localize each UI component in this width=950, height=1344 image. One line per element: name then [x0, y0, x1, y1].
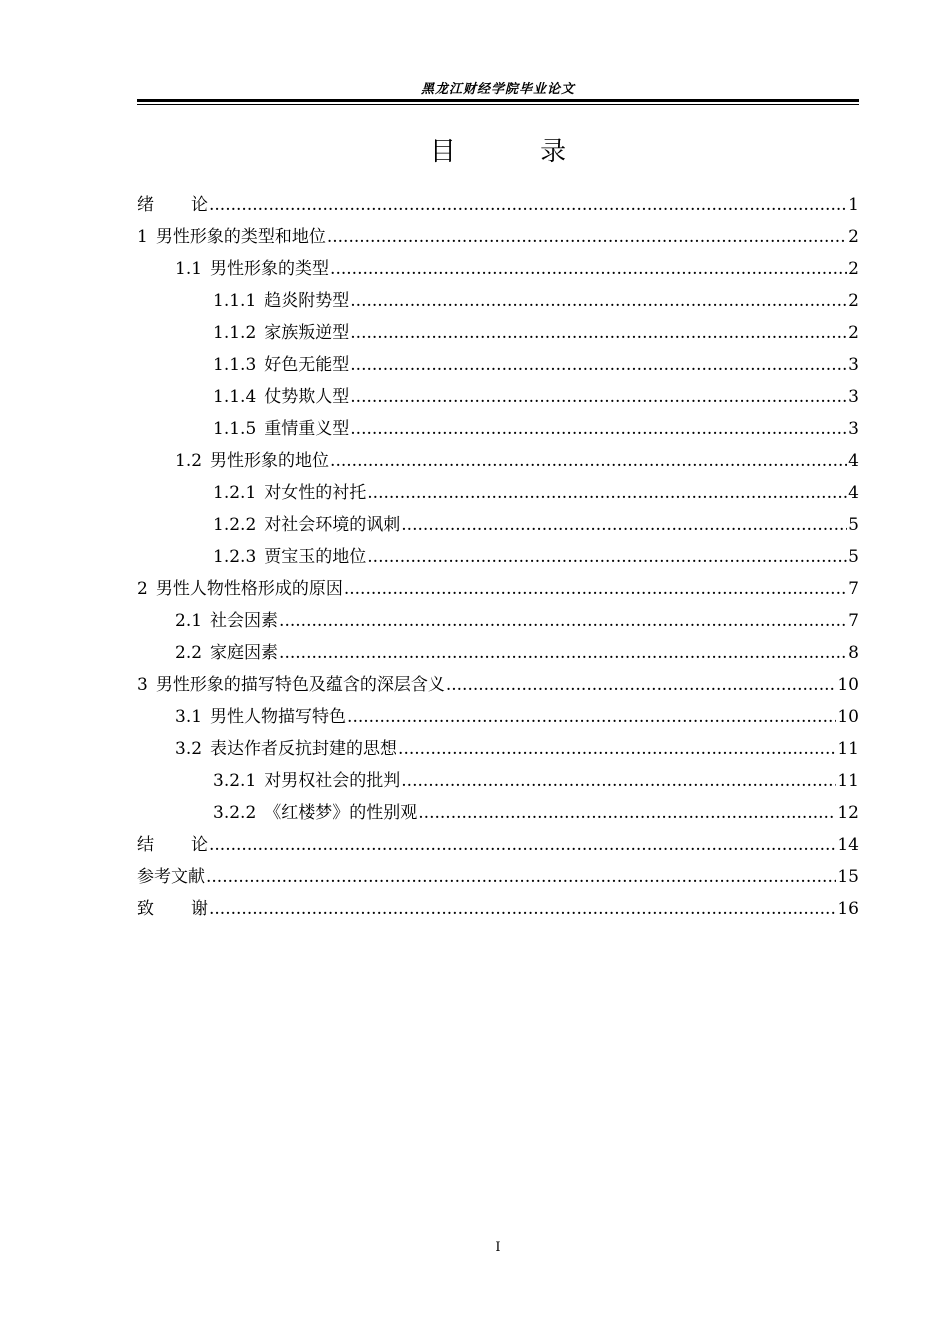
toc-entry[interactable]	[137, 221, 859, 253]
toc-entry-page: 3	[848, 387, 859, 407]
toc-entry-text: 重情重义型	[264, 419, 350, 439]
toc-entry-text: 致谢	[137, 899, 208, 919]
dot-leader	[350, 349, 847, 381]
toc-entry-number: 2	[137, 579, 148, 599]
toc-entry-text: 男性形象的地位	[210, 451, 330, 471]
header-rule-thick	[137, 99, 859, 102]
toc-entry-page: 7	[848, 611, 859, 631]
dot-leader	[330, 253, 847, 285]
toc-entry[interactable]	[137, 541, 859, 573]
toc-entry-label	[137, 893, 208, 925]
toc-title: 目 录	[429, 137, 605, 167]
toc-entry-text: 贾宝玉的地位	[264, 547, 367, 567]
toc-entry-text: 男性形象的类型和地位	[155, 227, 326, 247]
toc-entry-label	[175, 701, 346, 733]
toc-entry[interactable]	[137, 797, 859, 829]
dot-leader	[350, 317, 847, 349]
toc-entry-text: 男性形象的类型	[210, 259, 330, 279]
toc-entry[interactable]	[137, 829, 859, 861]
toc-entry-number: 1.1.1	[213, 291, 257, 311]
toc-entry-page: 2	[848, 291, 859, 311]
toc-entry-page: 16	[837, 899, 859, 919]
toc-entry-number: 1.2.3	[213, 547, 257, 567]
toc-entry-page: 15	[837, 867, 859, 887]
toc-entry[interactable]	[137, 637, 859, 669]
dot-leader	[446, 669, 837, 701]
toc-entry-label	[213, 477, 366, 509]
toc-entry-page: 5	[848, 547, 859, 567]
toc-entry-text: 男性形象的描写特色及蕴含的深层含义	[155, 675, 445, 695]
toc-entry-label	[213, 541, 366, 573]
toc-entry-label	[175, 253, 329, 285]
toc-entry-text: 男性人物描写特色	[210, 707, 347, 727]
toc-entry-text: 对社会环境的讽刺	[264, 515, 401, 535]
dot-leader	[367, 541, 847, 573]
dot-leader	[350, 381, 847, 413]
toc-entry[interactable]	[137, 765, 859, 797]
toc-entry-number: 1.2.1	[213, 483, 257, 503]
toc-entry[interactable]	[137, 189, 859, 221]
toc-entry-text: 绪论	[137, 195, 208, 215]
dot-leader	[279, 605, 847, 637]
toc-entry[interactable]	[137, 509, 859, 541]
toc-entry[interactable]	[137, 413, 859, 445]
toc-entry-page: 10	[837, 675, 859, 695]
toc-entry-page: 2	[848, 259, 859, 279]
toc-entry-text: 家庭因素	[210, 643, 279, 663]
toc-entry-label	[175, 605, 278, 637]
toc-entry-number: 1.1.2	[213, 323, 257, 343]
dot-leader	[209, 829, 836, 861]
header-rule-thin	[137, 104, 859, 105]
toc-entry-page: 3	[848, 419, 859, 439]
toc-entry-text: 《红楼梦》的性别观	[264, 803, 418, 823]
toc-entry-number: 1	[137, 227, 148, 247]
toc-entry-number: 3.2.1	[213, 771, 257, 791]
toc-entry-number: 3.1	[175, 707, 203, 727]
toc-entry[interactable]	[137, 861, 859, 893]
toc-entry[interactable]	[137, 605, 859, 637]
toc-entry[interactable]	[137, 285, 859, 317]
dot-leader	[350, 413, 847, 445]
toc-entry-label	[213, 349, 349, 381]
dot-leader	[347, 701, 836, 733]
toc-entry-number: 1.2	[175, 451, 203, 471]
table-of-contents	[137, 189, 859, 925]
dot-leader	[401, 509, 847, 541]
toc-entry[interactable]	[137, 733, 859, 765]
dot-leader	[209, 893, 836, 925]
dot-leader	[401, 765, 836, 797]
toc-entry-label	[175, 637, 278, 669]
toc-entry-page: 4	[848, 483, 859, 503]
toc-entry[interactable]	[137, 669, 859, 701]
toc-entry-number: 1.2.2	[213, 515, 257, 535]
toc-entry-page: 11	[837, 771, 859, 791]
toc-entry-label	[213, 509, 400, 541]
toc-entry-page: 3	[848, 355, 859, 375]
toc-entry-text: 好色无能型	[264, 355, 350, 375]
toc-entry-number: 3.2.2	[213, 803, 257, 823]
toc-entry-page: 2	[848, 227, 859, 247]
toc-entry-text: 对女性的衬托	[264, 483, 367, 503]
toc-entry-page: 14	[837, 835, 859, 855]
toc-entry-label	[213, 317, 349, 349]
toc-entry-label	[213, 797, 417, 829]
toc-entry-text: 社会因素	[210, 611, 279, 631]
toc-entry-page: 2	[848, 323, 859, 343]
dot-leader	[330, 445, 847, 477]
dot-leader	[206, 861, 836, 893]
toc-entry[interactable]	[137, 381, 859, 413]
toc-entry-page: 12	[837, 803, 859, 823]
toc-entry-page: 5	[848, 515, 859, 535]
toc-entry-number: 2.1	[175, 611, 203, 631]
toc-entry-label	[213, 413, 349, 445]
dot-leader	[418, 797, 836, 829]
toc-entry-page: 10	[837, 707, 859, 727]
toc-entry-label	[175, 445, 329, 477]
toc-entry-number: 3.2	[175, 739, 203, 759]
toc-entry-number: 1.1.5	[213, 419, 257, 439]
dot-leader	[350, 285, 847, 317]
dot-leader	[398, 733, 836, 765]
toc-entry[interactable]	[137, 477, 859, 509]
toc-entry-text: 仗势欺人型	[264, 387, 350, 407]
toc-entry[interactable]	[137, 445, 859, 477]
toc-entry-text: 结论	[137, 835, 208, 855]
toc-entry-page: 11	[837, 739, 859, 759]
toc-entry-label	[213, 381, 349, 413]
toc-entry-text: 表达作者反抗封建的思想	[210, 739, 398, 759]
toc-entry-number: 1.1.4	[213, 387, 257, 407]
toc-entry-page: 7	[848, 579, 859, 599]
toc-entry-number: 1.1	[175, 259, 203, 279]
toc-entry[interactable]	[137, 701, 859, 733]
toc-entry[interactable]	[137, 893, 859, 925]
toc-entry-label	[137, 573, 343, 605]
toc-entry-label	[213, 285, 349, 317]
toc-entry-text: 男性人物性格形成的原因	[155, 579, 343, 599]
toc-entry-text: 趋炎附势型	[264, 291, 350, 311]
toc-entry-label	[213, 765, 400, 797]
toc-entry-text: 参考文献	[137, 867, 205, 887]
toc-entry[interactable]	[137, 317, 859, 349]
toc-entry-page: 4	[848, 451, 859, 471]
dot-leader	[279, 637, 847, 669]
dot-leader	[327, 221, 847, 253]
dot-leader	[367, 477, 847, 509]
toc-entry-page: 1	[848, 195, 859, 215]
toc-entry[interactable]	[137, 349, 859, 381]
toc-entry-label	[137, 189, 208, 221]
toc-entry-text: 家族叛逆型	[264, 323, 350, 343]
dot-leader	[209, 189, 847, 221]
toc-entry-text: 对男权社会的批判	[264, 771, 401, 791]
running-header: 黑龙江财经学院毕业论文	[420, 82, 575, 97]
page-number: I	[495, 1240, 501, 1255]
toc-entry[interactable]	[137, 573, 859, 605]
toc-entry-number: 1.1.3	[213, 355, 257, 375]
toc-entry-number: 2.2	[175, 643, 203, 663]
toc-entry-page: 8	[848, 643, 859, 663]
toc-entry-label	[137, 861, 205, 893]
toc-entry-label	[137, 221, 326, 253]
toc-entry-label	[137, 829, 208, 861]
toc-entry-label	[175, 733, 397, 765]
toc-entry[interactable]	[137, 253, 859, 285]
toc-entry-label	[137, 669, 445, 701]
dot-leader	[344, 573, 847, 605]
toc-entry-number: 3	[137, 675, 148, 695]
